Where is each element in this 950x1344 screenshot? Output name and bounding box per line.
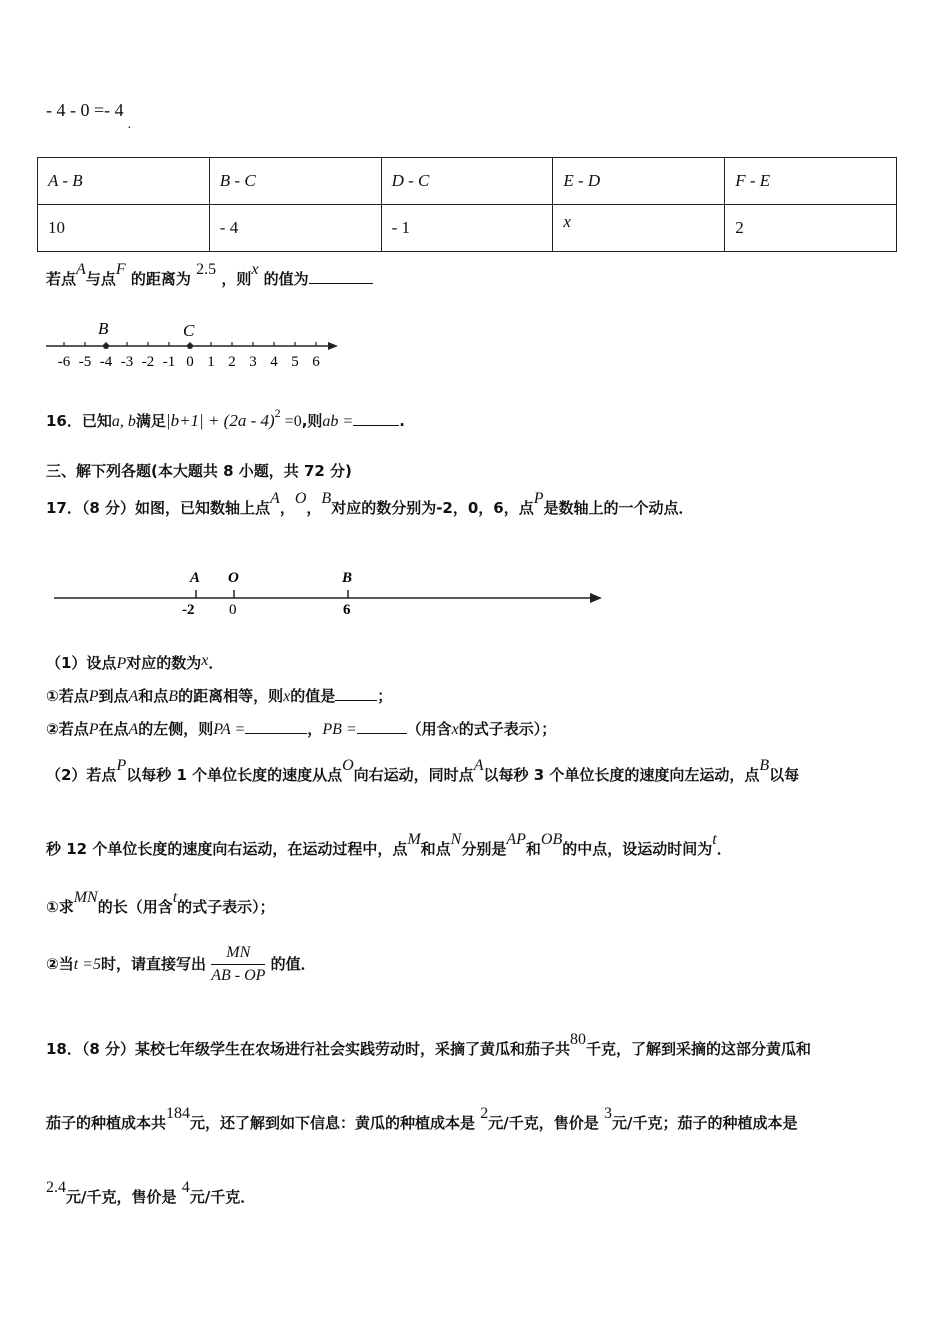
top-equation: - $4 - 0 =- 4_.$ — [46, 100, 132, 132]
tick-label: -6 — [57, 354, 71, 370]
table-header-cell: F - E — [725, 158, 897, 205]
tick-label: 0 — [186, 354, 194, 370]
q18-line3: 2.4元/千克，售价是 4元/千克． — [46, 1179, 256, 1206]
table-cell: 10 — [38, 205, 210, 252]
table-cell: - 4 — [209, 205, 381, 252]
table-header-cell: E - D — [553, 158, 725, 205]
point-b-dot — [103, 343, 109, 349]
axis-value-neg2: -2 — [182, 602, 195, 618]
q17-part1-sub1: ①若点P到点A和点B的距离相等，则x的值是 ； — [46, 687, 393, 705]
q17-part2-sub2: ②当t =5时，请直接写出 $\frac{MN}{AB - OP}$ 的值． — [46, 944, 316, 984]
tick-label: 4 — [270, 354, 278, 370]
tick-label: 3 — [249, 354, 257, 370]
point-c-label: C — [183, 321, 195, 340]
table-cell: - 1 — [381, 205, 553, 252]
table-cell: 2 — [725, 205, 897, 252]
q17-part2-sub1: ①求MN的长（用含t的式子表示）； — [46, 889, 275, 916]
answer-blank[interactable] — [357, 719, 407, 734]
tick-label: 5 — [291, 354, 299, 370]
answer-blank[interactable] — [353, 411, 399, 426]
top-equation-text: - 4 - 0 =- 4 — [46, 100, 124, 120]
axis-label-a: A — [190, 570, 201, 586]
number-line-2 — [50, 562, 610, 622]
answer-blank[interactable] — [309, 269, 373, 284]
tick-label: -4 — [99, 354, 113, 370]
table-row — [38, 205, 897, 252]
table-header-cell: A - B — [38, 158, 210, 205]
number-line-1 — [40, 312, 350, 378]
table-cell: x — [553, 205, 725, 252]
axis-value-0: 0 — [229, 602, 237, 618]
answer-blank[interactable] — [245, 719, 307, 734]
tick-label: -1 — [162, 354, 176, 370]
answer-blank[interactable] — [335, 686, 377, 701]
table-header-cell: B - C — [209, 158, 381, 205]
q16-text: 16．已知a, b满足|b+1| + (2a - 4)$^2$ =0,则ab = . — [46, 406, 405, 430]
q17-part1: （1）设点P对应的数为x． — [46, 652, 224, 672]
q15-text: 若点A与点F 的距离为 2.5 ，则x 的值为 — [46, 268, 373, 289]
tick-label: 2 — [228, 354, 236, 370]
section-heading: 三、解下列各题(本大题共 8 小题，共 72 分) — [46, 462, 352, 480]
table-header-cell: D - C — [381, 158, 553, 205]
tick-label: -2 — [141, 354, 155, 370]
axis-label-o: O — [228, 570, 239, 586]
q18-line2: 茄子的种植成本共184元，还了解到如下信息：黄瓜的种植成本是 2元/千克，售价是 3元/千克；茄子的种植成本是 — [46, 1105, 798, 1132]
tick-label: 1 — [207, 354, 215, 370]
tick-label: -5 — [78, 354, 92, 370]
tick-label: 6 — [312, 354, 320, 370]
axis-value-6: 6 — [343, 602, 351, 618]
q18-line1: 18．（8 分）某校七年级学生在农场进行社会实践劳动时，采摘了黄瓜和茄子共80千克，了解到采摘的这部分黄瓜和 — [46, 1031, 812, 1058]
q17-intro: 17．（8 分）如图，已知数轴上点A，O，B对应的数分别为-2，0，6，点P是数轴上的一个动点． — [46, 490, 694, 517]
q17-part1-sub2: ②若点P在点A的左侧，则PA = ，PB = （用含x的式子表示）； — [46, 720, 557, 738]
table-header-row — [38, 158, 897, 205]
q17-part2-line2: 秒 12 个单位长度的速度向右运动，在运动过程中，点M和点N分别是AP和OB的中点，设运动时间为t． — [46, 831, 732, 858]
point-c-dot — [187, 343, 193, 349]
tick-label: -3 — [120, 354, 134, 370]
difference-table — [37, 157, 897, 252]
point-b-label: B — [98, 319, 109, 338]
axis-label-b: B — [342, 570, 353, 586]
q17-part2-line1: （2）若点P以每秒 1 个单位长度的速度从点O向右运动，同时点A以每秒 3 个单位长度的速度向左运动，点B以每 — [46, 757, 800, 784]
fraction: $\frac{MN}{AB - OP}$ — [211, 944, 266, 984]
